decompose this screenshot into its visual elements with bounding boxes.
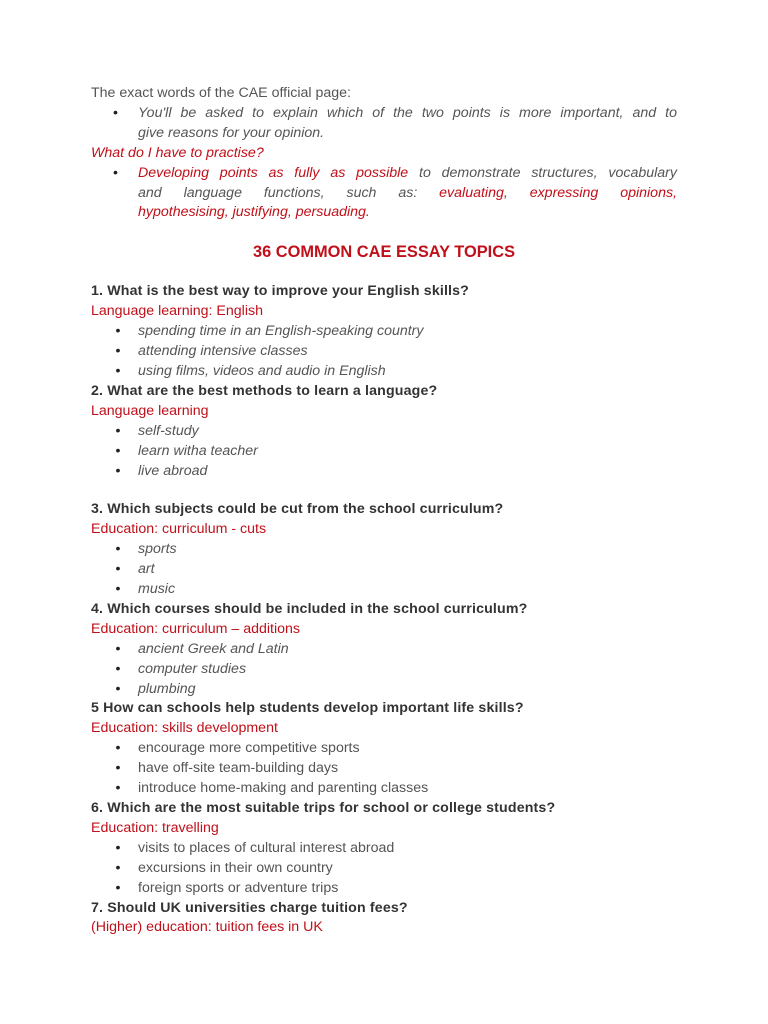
list-item xyxy=(91,680,677,700)
list-item xyxy=(91,362,677,382)
topic-question: 1. What is the best way to improve your English skills? xyxy=(91,283,469,300)
page-title: 36 COMMON CAE ESSAY TOPICS xyxy=(252,243,516,262)
practise-question: What do I have to practise? xyxy=(91,144,264,161)
topic-item-text: sports xyxy=(138,541,177,558)
practise-text-2: and language functions, such as: xyxy=(138,184,440,201)
bullet-icon: • xyxy=(115,660,121,677)
bullet-icon: • xyxy=(115,760,121,777)
bullet-icon: • xyxy=(115,561,121,578)
topic-question: 4. Which courses should be included in the school curriculum? xyxy=(91,600,528,617)
list-item xyxy=(91,342,677,362)
topic-items xyxy=(91,422,677,482)
topic-item-text: introduce home-making and parenting classes xyxy=(138,780,429,797)
intro-bullet1-line2: give reasons for your opinion. xyxy=(138,124,325,141)
topic-items xyxy=(91,839,677,899)
intro-lead: The exact words of the CAE official page: xyxy=(91,85,351,101)
practise-text: to demonstrate structures, vocabulary xyxy=(408,164,677,181)
topic-item-text: excursions in their own country xyxy=(138,859,333,876)
list-item xyxy=(91,879,677,899)
bullet-icon: • xyxy=(115,740,121,757)
topic-item-text: visits to places of cultural interest abroad xyxy=(138,839,395,856)
topic-category: Language learning xyxy=(91,402,209,419)
list-item xyxy=(91,184,677,204)
bullet-icon: • xyxy=(115,362,121,379)
bullet-icon: • xyxy=(115,462,121,479)
topic-item-text: music xyxy=(138,581,176,598)
practise-highlight: Developing points as fully as possible xyxy=(138,164,409,181)
bullet-icon: • xyxy=(115,581,121,598)
list-item xyxy=(91,739,677,759)
bullet-icon: • xyxy=(115,859,121,876)
bullet-icon: • xyxy=(115,442,121,459)
topic-category: Language learning: English xyxy=(91,303,263,320)
bullet-icon: • xyxy=(115,640,121,657)
list-item xyxy=(91,839,677,859)
topic-items xyxy=(91,322,677,382)
intro-list-2 xyxy=(91,164,677,224)
list-item xyxy=(91,164,677,184)
topic-category: Education: curriculum – additions xyxy=(91,620,300,637)
topic-question: 3. Which subjects could be cut from the school curriculum? xyxy=(91,501,504,518)
topic-item-text: spending time in an English-speaking country xyxy=(138,323,424,340)
list-item xyxy=(91,104,677,124)
bullet-icon: • xyxy=(115,541,121,558)
topic-item-text: learn witha teacher xyxy=(138,442,258,459)
list-item xyxy=(91,442,677,462)
topic-item-text: have off-site team-building days xyxy=(138,760,339,777)
bullet-icon: • xyxy=(115,879,121,896)
topic-item-text: computer studies xyxy=(138,660,247,677)
topic-item-text: self-study xyxy=(138,422,199,439)
list-item xyxy=(91,124,677,144)
topic-question: 6. Which are the most suitable trips for school or college students? xyxy=(91,800,556,816)
bullet-icon: • xyxy=(113,104,118,121)
topic-items xyxy=(91,640,677,700)
bullet-icon: • xyxy=(113,164,118,181)
topic-category: Education: skills development xyxy=(91,720,278,737)
topic-items xyxy=(91,540,677,600)
intro-list-1 xyxy=(91,104,677,144)
topic-category: (Higher) education: tuition fees in UK xyxy=(91,919,323,936)
practise-functions-2: hypothesising, justifying, persuading. xyxy=(138,204,370,221)
bullet-icon: • xyxy=(115,839,121,856)
topic-item-text: art xyxy=(138,561,155,578)
practise-functions: evaluating, expressing opinions, xyxy=(439,184,677,201)
list-item xyxy=(91,203,677,223)
bullet-icon: • xyxy=(115,323,121,340)
list-item xyxy=(91,859,677,879)
list-item xyxy=(91,660,677,680)
list-item xyxy=(91,322,677,342)
topic-question: 7. Should UK universities charge tuition fees? xyxy=(91,899,408,916)
list-item xyxy=(91,560,677,580)
topics-list xyxy=(91,282,677,938)
list-item xyxy=(91,640,677,660)
bullet-icon: • xyxy=(115,343,121,360)
bullet-icon: • xyxy=(115,680,121,697)
topic-item-text: attending intensive classes xyxy=(138,343,308,360)
topic-item-text: live abroad xyxy=(138,462,208,479)
topic-question: 2. What are the best methods to learn a language? xyxy=(91,382,438,399)
document-content xyxy=(91,84,677,938)
list-item xyxy=(91,540,677,560)
topic-item-text: plumbing xyxy=(138,680,196,697)
topic-category: Education: curriculum - cuts xyxy=(91,521,267,538)
topic-items xyxy=(91,739,677,799)
list-item xyxy=(91,779,677,799)
topic-question: 5 How can schools help students develop important life skills? xyxy=(91,700,524,717)
blank-line xyxy=(91,481,677,500)
bullet-icon: • xyxy=(115,780,121,797)
topic-item-text: encourage more competitive sports xyxy=(138,740,360,757)
list-item xyxy=(91,759,677,779)
topic-category: Education: travelling xyxy=(91,819,219,836)
intro-bullet1-line1: You'll be asked to explain which of the two points is more important, and to xyxy=(138,104,677,121)
topic-item-text: foreign sports or adventure trips xyxy=(138,879,339,896)
topic-item-text: ancient Greek and Latin xyxy=(138,640,289,657)
bullet-icon: • xyxy=(115,422,121,439)
list-item xyxy=(91,462,677,482)
topic-item-text: using films, videos and audio in English xyxy=(138,362,386,379)
list-item xyxy=(91,422,677,442)
list-item xyxy=(91,580,677,600)
